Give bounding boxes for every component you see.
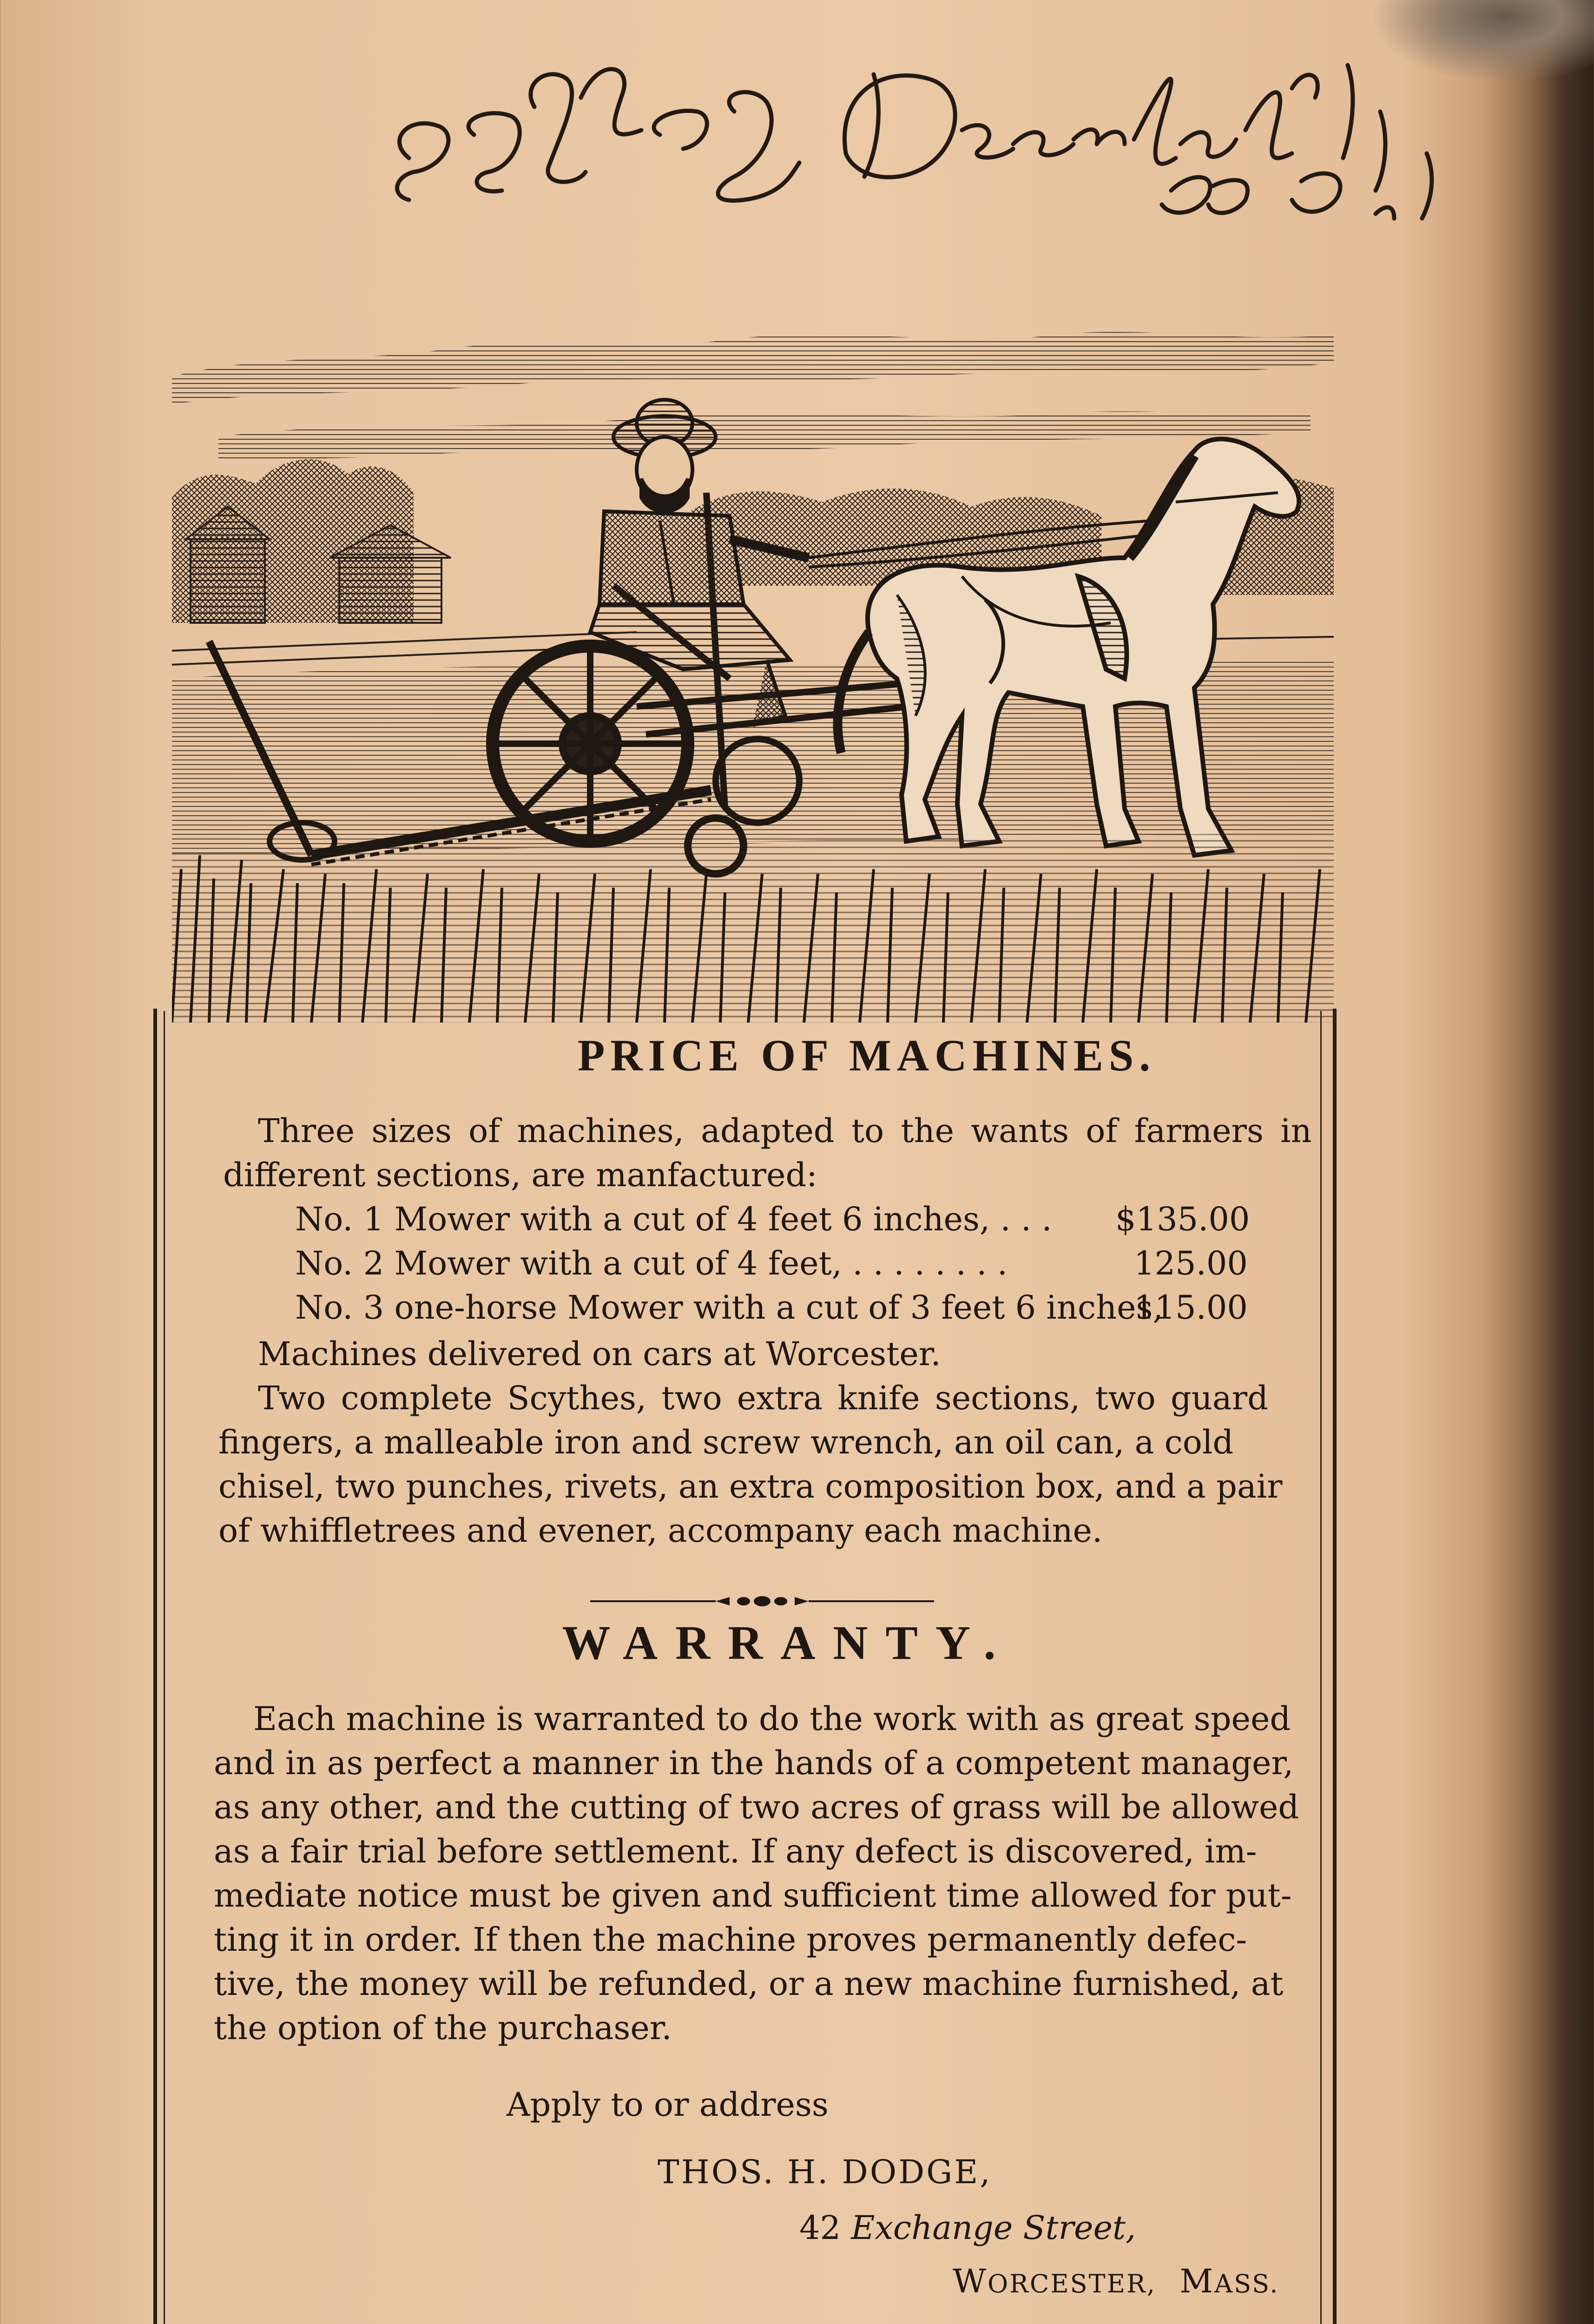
accessories-line-4: of whiffletrees and evener, accompany each machine. [218,1512,1103,1550]
price-item-1-price: $135.00 [1115,1200,1250,1238]
warranty-line-2: and in as perfect a manner in the hands of a competent manager, [214,1744,1294,1782]
state-rest: ASS. [1214,2269,1279,2298]
warranty-line-8: the option of the purchaser. [214,2009,672,2047]
mower-illustration [172,297,1334,1023]
price-item-1-label: No. 1 Mower with a cut of 4 feet 6 inches, . . . [295,1200,1052,1238]
price-heading: PRICE OF MACHINES. [577,1030,1156,1080]
sky-clouds [172,332,1334,460]
street-number: 42 [799,2209,841,2247]
apply-line: Apply to or address [507,2086,829,2124]
price-item-2-price: 125.00 [1134,1244,1248,1282]
accessories-line-3: chisel, two punches, rivets, an extra composition box, and a pair [218,1467,1283,1505]
warranty-line-6: ting it in order. If then the machine proves permanently defec- [214,1921,1247,1959]
warranty-line-1: Each machine is warranted to do the work with as great speed [253,1700,1291,1738]
warranty-line-3: as any other, and the cutting of two acres of grass will be allowed [214,1788,1299,1826]
accessories-line-2: fingers, a malleable iron and screw wrench, an oil can, a cold [218,1423,1234,1461]
warranty-line-7: tive, the money will be refunded, or a new machine furnished, at [214,1965,1284,2003]
ornamental-divider [590,1594,934,1608]
delivery-note: Machines delivered on cars at Worcester. [258,1335,941,1373]
state-initial: M [1179,2262,1215,2300]
street-name: Exchange Street, [851,2209,1136,2247]
tall-grass [172,832,1334,1023]
contact-street [799,2205,1136,2250]
price-item-3-label: No. 3 one-horse Mower with a cut of 3 feet 6 inches, [295,1288,1163,1327]
handwritten-signature [381,37,1496,251]
warranty-heading: WARRANTY. [562,1616,1014,1670]
city-rest: ORCESTER, [987,2269,1156,2298]
contact-name: THOS. H. DODGE, [658,2153,992,2191]
warranty-line-4: as a fair trial before settlement. If any defect is discovered, im- [214,1832,1257,1870]
city-initial: W [953,2262,988,2300]
accessories-line-1: Two complete Scythes, two extra knife sections, two guard [258,1379,1268,1417]
price-intro-line-2: different sections, are manfactured: [223,1156,817,1194]
warranty-line-5: mediate notice must be given and sufficient time allowed for put- [214,1876,1292,1915]
price-item-2-label: No. 2 Mower with a cut of 4 feet, . . . . . . . . [295,1244,1008,1282]
contact-city [953,2259,1279,2306]
price-item-3-price: 115.00 [1134,1288,1248,1327]
price-intro-line-1: Three sizes of machines, adapted to the wants of farmers in [258,1112,1312,1150]
